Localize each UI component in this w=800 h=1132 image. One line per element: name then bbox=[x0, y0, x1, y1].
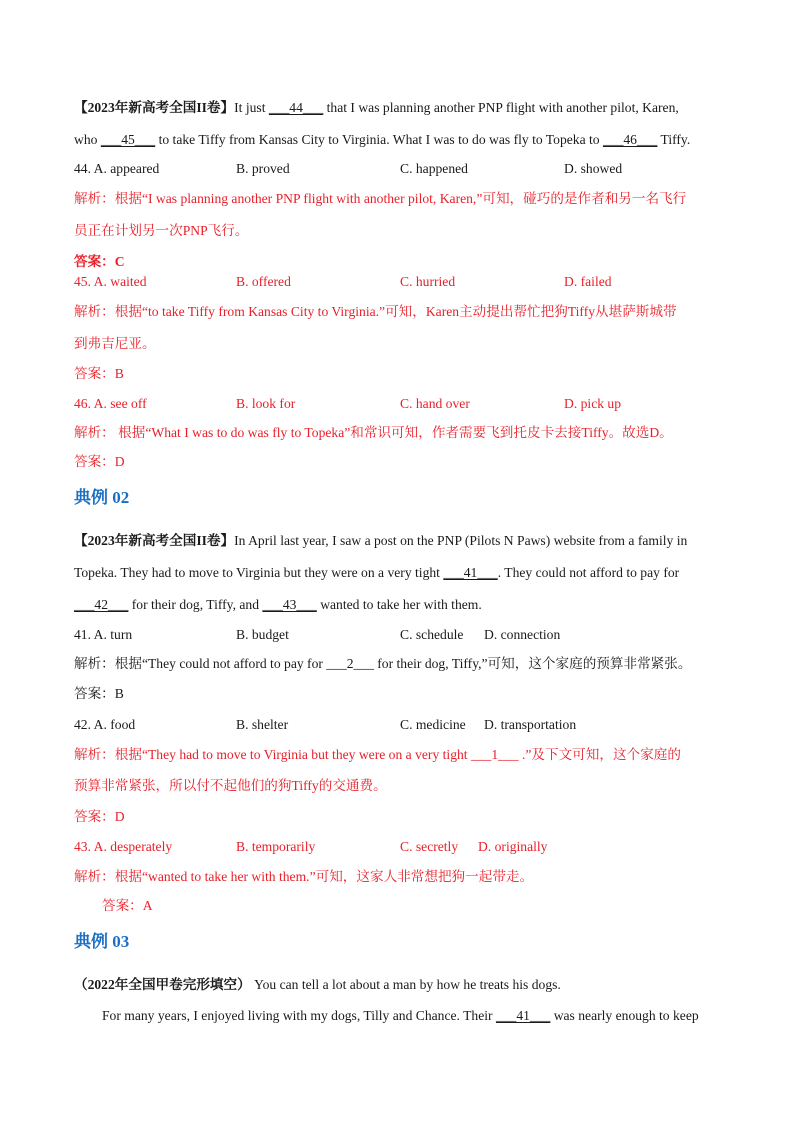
blank-46: ___46___ bbox=[602, 132, 658, 147]
option-d: D. pick up bbox=[564, 396, 622, 411]
passage2-line3: ___42___ for their dog, Tiffy, and ___43___ wanted to take her with them. bbox=[74, 597, 482, 612]
blank-41: ___41___ bbox=[495, 1008, 551, 1023]
q44-options: 44. A. appeared B. proved C. happened D. showed bbox=[74, 161, 623, 176]
passage1-line2: who ___45___ to take Tiffy from Kansas City to Virginia. What I was to do was fly to Topeka to ___46___ Tiffy. bbox=[74, 132, 691, 147]
option-d: D. connection bbox=[484, 627, 561, 642]
option-d: D. showed bbox=[564, 161, 623, 176]
blank-42: ___42___ bbox=[74, 597, 129, 612]
q46-analysis: 解析： 根据“What I was to do was fly to Topeka”和常识可知，作者需要飞到托皮卡去接Tiffy。故选D。 bbox=[74, 425, 673, 440]
option-c: C. medicine bbox=[400, 717, 466, 732]
option-a: turn bbox=[110, 627, 133, 642]
option-c: C. schedule bbox=[400, 627, 464, 642]
option-d: D. originally bbox=[478, 839, 548, 854]
q42-analysis-line1: 解析：根据“They had to move to Virginia but they were on a very tight ___1___ .”及下文可知，这个家庭的 bbox=[74, 747, 681, 762]
q46-options: 46. A. see off B. look for C. hand over D. pick up bbox=[74, 396, 622, 411]
option-c: C. hurried bbox=[400, 274, 456, 289]
q41-analysis: 解析：根据“They could not afford to pay for ___2___ for their dog, Tiffy,”可知，这个家庭的预算非常紧张。 bbox=[74, 656, 692, 671]
option-b: B. look for bbox=[236, 396, 296, 411]
section-heading-03: 典例 03 bbox=[74, 932, 130, 951]
source-tag: 【2023年新高考全国II卷】 bbox=[74, 100, 235, 115]
option-a: waited bbox=[110, 274, 147, 289]
passage3-line2: For many years, I enjoyed living with my dogs, Tilly and Chance. Their ___41___ was nearly enough to keep bbox=[102, 1008, 699, 1023]
option-d: D. transportation bbox=[484, 717, 577, 732]
option-a: food bbox=[110, 717, 136, 732]
q45-answer: 答案：B bbox=[74, 366, 124, 381]
passage3-line1: （2022年全国甲卷完形填空） You can tell a lot about a man by how he treats his dogs. bbox=[74, 977, 561, 992]
blank-41: ___41___ bbox=[443, 565, 498, 580]
section-heading-02: 典例 02 bbox=[74, 488, 130, 507]
option-a: desperately bbox=[110, 839, 173, 854]
blank-44: ___44___ bbox=[268, 100, 324, 115]
q42-options: 42. A. food B. shelter C. medicine D. transportation bbox=[74, 717, 577, 732]
option-b: B. proved bbox=[236, 161, 290, 176]
option-a: see off bbox=[110, 396, 147, 411]
option-b: B. offered bbox=[236, 274, 291, 289]
option-c: C. secretly bbox=[400, 839, 459, 854]
q45-options: 45. A. waited B. offered C. hurried D. failed bbox=[74, 274, 612, 289]
q41-answer: 答案：B bbox=[74, 686, 124, 701]
q44-analysis-line2: 员正在计划另一次PNP飞行。 bbox=[74, 223, 249, 238]
q46-answer: 答案：D bbox=[74, 454, 125, 469]
option-b: B. shelter bbox=[236, 717, 289, 732]
source-tag: 【2023年新高考全国II卷】 bbox=[74, 533, 235, 548]
option-b: B. budget bbox=[236, 627, 289, 642]
q43-answer: 答案：A bbox=[102, 898, 153, 913]
option-b: B. temporarily bbox=[236, 839, 316, 854]
q45-analysis-line2: 到弗吉尼亚。 bbox=[74, 336, 156, 351]
passage2-line1: 【2023年新高考全国II卷】In April last year, I saw a post on the PNP (Pilots N Paws) website from a family in bbox=[74, 533, 688, 548]
option-d: D. failed bbox=[564, 274, 612, 289]
q41-options: 41. A. turn B. budget C. schedule D. connection bbox=[74, 627, 561, 642]
q44-answer: 答案：C bbox=[74, 254, 125, 269]
blank-43: ___43___ bbox=[262, 597, 317, 612]
blank-45: ___45___ bbox=[100, 132, 156, 147]
passage2-line2: Topeka. They had to move to Virginia but they were on a very tight ___41___. They could not afford to pay for bbox=[74, 565, 680, 580]
option-c: C. hand over bbox=[400, 396, 470, 411]
q42-answer: 答案：D bbox=[74, 809, 125, 824]
option-c: C. happened bbox=[400, 161, 468, 176]
source-tag: （2022年全国甲卷完形填空） bbox=[74, 977, 251, 992]
passage1-line1: 【2023年新高考全国II卷】It just ___44___ that I was planning another PNP flight with another pilot, Karen, bbox=[74, 100, 679, 115]
q43-options: 43. A. desperately B. temporarily C. secretly D. originally bbox=[74, 839, 548, 854]
q44-analysis-line1: 解析：根据“I was planning another PNP flight with another pilot, Karen,”可知，碰巧的是作者和另一名飞行 bbox=[74, 191, 687, 206]
q43-analysis: 解析：根据“wanted to take her with them.”可知，这家人非常想把狗一起带走。 bbox=[74, 869, 534, 884]
q42-analysis-line2: 预算非常紧张，所以付不起他们的狗Tiffy的交通费。 bbox=[74, 778, 387, 793]
option-a: appeared bbox=[110, 161, 160, 176]
q45-analysis-line1: 解析：根据“to take Tiffy from Kansas City to Virginia.”可知，Karen主动提出帮忙把狗Tiffy从堪萨斯城带 bbox=[74, 304, 677, 319]
